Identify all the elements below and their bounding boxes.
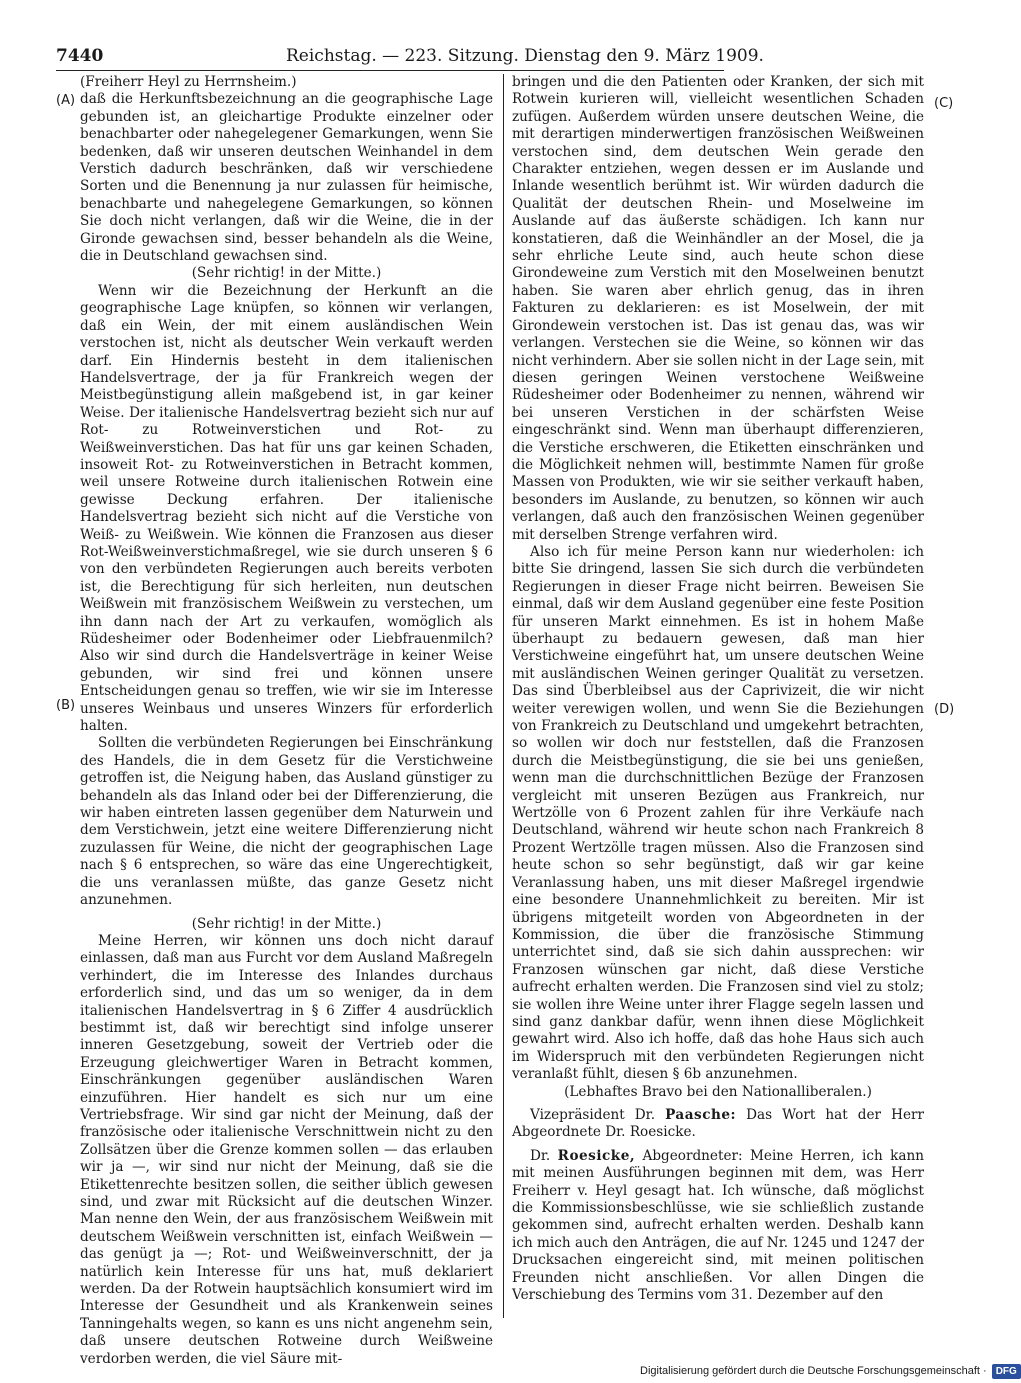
column-divider [503,74,504,1318]
left-column [80,74,493,1367]
speaker-text: Abgeordneter: Meine Herren, ich kann mit meinen Ausführungen beginnen mit dem, was Herr Freiherr v. Heyl gesagt hat. Ich wünsche, daß möglichst die Kommissionsbeschlüsse, wie sie schließlich zustande gekommen sind, aufrecht erhalten werden. Deshalb kann ich mich auch den Anträgen, die auf Nr. 1245 und 1247 der Drucksachen eingereicht sind, mit meinen politischen Freunden nicht anschließen. Vor allen Dingen die Verschiebung des Termins vom 31. Dezember auf den [512,1147,924,1304]
speaker-prefix: Vizepräsident Dr. [530,1106,656,1123]
interjection: (Sehr richtig! in der Mitte.) [191,915,382,932]
speaker-paragraph [512,1107,924,1142]
header-rule [56,70,724,71]
paragraph: Also ich für meine Person kann nur wiederholen: ich bitte Sie dringend, lassen Sie sich durch die verbündeten Regierungen in dieser Frage nicht beirren. Beweisen Sie einmal, daß wir dem Ausland gegenüber eine feste Position für unseren Markt einnehmen. Es ist in hohem Maße überhaupt zu bedauern gewesen, daß man hier Verstichweine eingeführt hat, um unsere deutschen Weine mit ausländischen Weinen geringer Qualität zu versetzen. Das sind Überbleibsel aus der Caprivizeit, die wir nicht weiter verewigen wollen, und wenn Sie die Beziehungen von Frankreich zu Deutschland und umgekehrt betrachten, so wollen wir doch nur feststellen, daß die Franzosen durch die Meistbegünstigung, die sie bei uns genießen, wenn man die durchschnittlichen Bezüge der Franzosen vergleicht mit unseren Bezügen aus Frankreich, nur Wertzölle von 6 Prozent zahlen für ihre Verkäufe nach Deutschland, während wir heute schon nach Frankreich 8 Prozent Wertzölle tragen müssen. Also die Franzosen sind heute schon so sehr begünstigt, daß wir gar keine Veranlassung haben, uns mit dieser Maßregel irgendwie eine besondere Unannehmlichkeit zu bereiten. Mir ist übrigens mitgeteilt worden von Abgeordneten in der Kommission, die über die französische Stimmung unterrichtet sind, daß sie sich dahin aussprechen: wir Franzosen wünschen gar nicht, daß diese Verstiche aufrecht erhalten werden. Die Franzosen sind viel zu stolz; sie wollen ihre Weine unter ihrer Flagge segeln lassen und sind ganz dankbar dafür, wenn ihnen diese Möglichkeit gewahrt wird. Also ich hoffe, daß das hohe Haus sich auch im Widerspruch mit den verbündeten Regierungen nicht veranlaßt fühlt, diesen § 6b anzunehmen. [512,543,924,1083]
speaker-paragraph [512,1148,924,1305]
footer-text: Digitalisierung gefördert durch die Deutsche Forschungsgemeinschaft · [640,1365,987,1377]
paragraph: daß die Herkunftsbezeichnung an die geographische Lage gebunden ist, an gleichartige Produkte einzelner oder benachbarter oder nahegelegener Gemarkungen, wenn Sie bedenken, daß wir unseren deutschen Weinhandel in dem Verstich dadurch beschränken, daß wir verschiedene Sorten und die Benennung ja nur zulassen für heimische, benachbarte und nahegelegene Gemarkungen, so können Sie doch nicht verlangen, daß wir die Weine, die in der Gironde gewachsen sind, besser behandeln als die Weine, die in Deutschland gewachsen sind. [80,91,493,265]
interjection: (Lebhaftes Bravo bei den Nationalliberalen.) [564,1083,872,1100]
speaker-prefix: Dr. [530,1147,551,1164]
paragraph: Sollten die verbündeten Regierungen bei Einschränkung des Handels, die in dem Gesetz für die Verstichweine getroffen ist, die Neigung haben, das Ausland günstiger zu behandeln als das Inland oder bei der Differenzierung, die wir haben eintreten lassen gegenüber dem Naturwein und dem Verstichwein, jetzt eine weitere Differenzierung nicht zuzulassen für Weine, die nicht der geographischen Lage nach § 6 entsprechen, so wäre das eine Ungerechtigkeit, die uns veranlassen müßte, das ganze Gesetz nicht anzunehmen. [80,735,493,909]
running-title: Reichstag. — 223. Sitzung. Dienstag den 9. März 1909. [286,46,764,66]
margin-marker-a: (A) [56,93,76,108]
page-header [56,44,764,68]
paragraph: Meine Herren, wir können uns doch nicht darauf einlassen, daß man aus Furcht vor dem Ausland Maßregeln verhindert, die im Interesse des Inlandes durchaus erforderlich sind, und das um so weniger, da in dem italienischen Handelsvertrag in § 6 Ziffer 4 ausdrücklich bestimmt ist, daß wir berechtigt sind infolge unserer inneren Gesetzgebung, soweit der Vertrieb oder die Erzeugung gleichwertiger Waren in Betracht kommen, Einschränkungen gegenüber ausländischen Waren einzuführen. Hier handelt es sich nur um eine Vertriebsfrage. Wir sind gar nicht der Meinung, daß der französische oder italienische Verschnittwein nicht zu den Zollsätzen über die Grenze kommen sollen — das erlauben wir ja —, wir sind nur nicht der Meinung, daß sie die Etikettenrechte besitzen sollen, die seither üblich gewesen sind, und zwar mit Rücksicht auf die deutschen Winzer. Man nenne den Wein, der aus französischem Weißwein mit deutschem Weißwein verschnitten ist, einfach Weißwein — das genügt ja —; Rot- und Weißweinverschnitt, der ja natürlich kein Interesse für uns hat, muß deklariert werden. Da der Rotwein hauptsächlich konsumiert wird im Interesse der Gesundheit und als Krankenwein seines Tanningehalts wegen, so kann es uns nicht angenehm sein, daß unsere deutschen Rotweine durch Weißweine verdorben werden, die viel Säure mit- [80,932,493,1367]
paragraph: bringen und die den Patienten oder Kranken, der sich mit Rotwein kurieren will, vielleicht wesentlichen Schaden zufügen. Außerdem würden unsere deutschen Weine, die mit derartigen minderwertigen französischen Weißweinen verstochen sind, dem deutschen Wein gerade den Charakter entziehen, wegen dessen er im Auslande und Inlande wesentlich berühmt ist. Wir würden dadurch die Qualität der deutschen Rhein- und Moselweine im Auslande auf das äußerste schädigen. Ich kann nur konstatieren, daß die Weinhändler an der Mosel, die ja sehr ehrliche Leute sind, auch heute schon diese Girondeweine zum Verstich mit den Moselweinen benutzt haben. Sie waren aber ehrlich genug, das in ihren Fakturen zu deklarieren: es ist Moselwein, der mit Girondewein verstochen ist. Das ist genau das, was wir verlangen. Verstechen sie die Weine, so können wir das nicht verhindern. Aber sie sollen nicht in der Lage sein, mit diesen geringen Weinen verstochene Weißweine Rüdesheimer oder Bodenheimer zu nennen, während wir bei unseren Verstichen in der schärfsten Weise eingeschränkt sind. Wenn man überhaupt differenzieren, die Verstiche erschweren, die Etiketten einschränken und die Möglichkeit nehmen will, bestimmte Namen für große Massen von Produkten, wie wir sie seither verkauft haben, besonders im Auslande, zu benutzen, so können wir auch verlangen, daß auch den französischen Weinen gegenüber mit derselben Strenge verfahren wird. [512,74,924,543]
interjection: (Sehr richtig! in der Mitte.) [191,265,382,282]
speaker-name: Roesicke, [557,1147,636,1164]
speaker-continuation: (Freiherr Heyl zu Herrnsheim.) [80,74,297,90]
dfg-logo: DFG [992,1364,1021,1379]
margin-marker-c: (C) [934,96,954,111]
digitization-footer [640,1363,1017,1379]
paragraph: Wenn wir die Bezeichnung der Herkunft an die geographische Lage knüpfen, so können wir verlangen, daß ein Wein, der mit einem ausländischen Wein verstochen ist, nicht als deutscher Wein verkauft werden darf. Ein Hindernis besteht in dem italienischen Handelsvertrage, der ja für Frankreich wegen der Meistbegünstigung allein maßgebend ist, in gar keiner Weise. Der italienische Handelsvertrag bezieht sich nur auf Rot- zu Rotweinverstichen und Rot- zu Weißweinverstichen. Das hat für uns gar keinen Schaden, insoweit Rot- zu Rotweinverstichen in Betracht kommen, weil unsere Rotweine durch italienischen Rotwein eine gewisse Deckung erfahren. Der italienische Handelsvertrag bezieht sich nicht auf die Verstiche von Weiß- zu Weißwein. Wie können die Franzosen aus dieser Rot-Weißweinverstichmaßregel, wie sie durch unseren § 6 von den verbündeten Regierungen auch bereits verboten ist, die Berechtigung für sich herleiten, nun deutschen Weißwein mit französischem Weißwein zu verstechen, um ihn dann nach der Art zu verkaufen, womöglich als Rüdesheimer oder Bodenheimer oder Liebfrauenmilch? Also wir sind durch die Handelsverträge in keiner Weise gebunden, wir sind frei und können unsere Entscheidungen genau so treffen, wie wir sie im Interesse unseres Weinbaus und unseres Winzers für erforderlich halten. [80,282,493,735]
right-column [512,74,924,1324]
margin-marker-b: (B) [56,698,76,713]
margin-marker-d: (D) [934,702,955,717]
speaker-text: Das Wort hat der Herr Abgeordnete Dr. Roesicke. [512,1106,924,1141]
speaker-name: Paasche: [665,1106,737,1123]
page-number: 7440 [56,46,104,66]
